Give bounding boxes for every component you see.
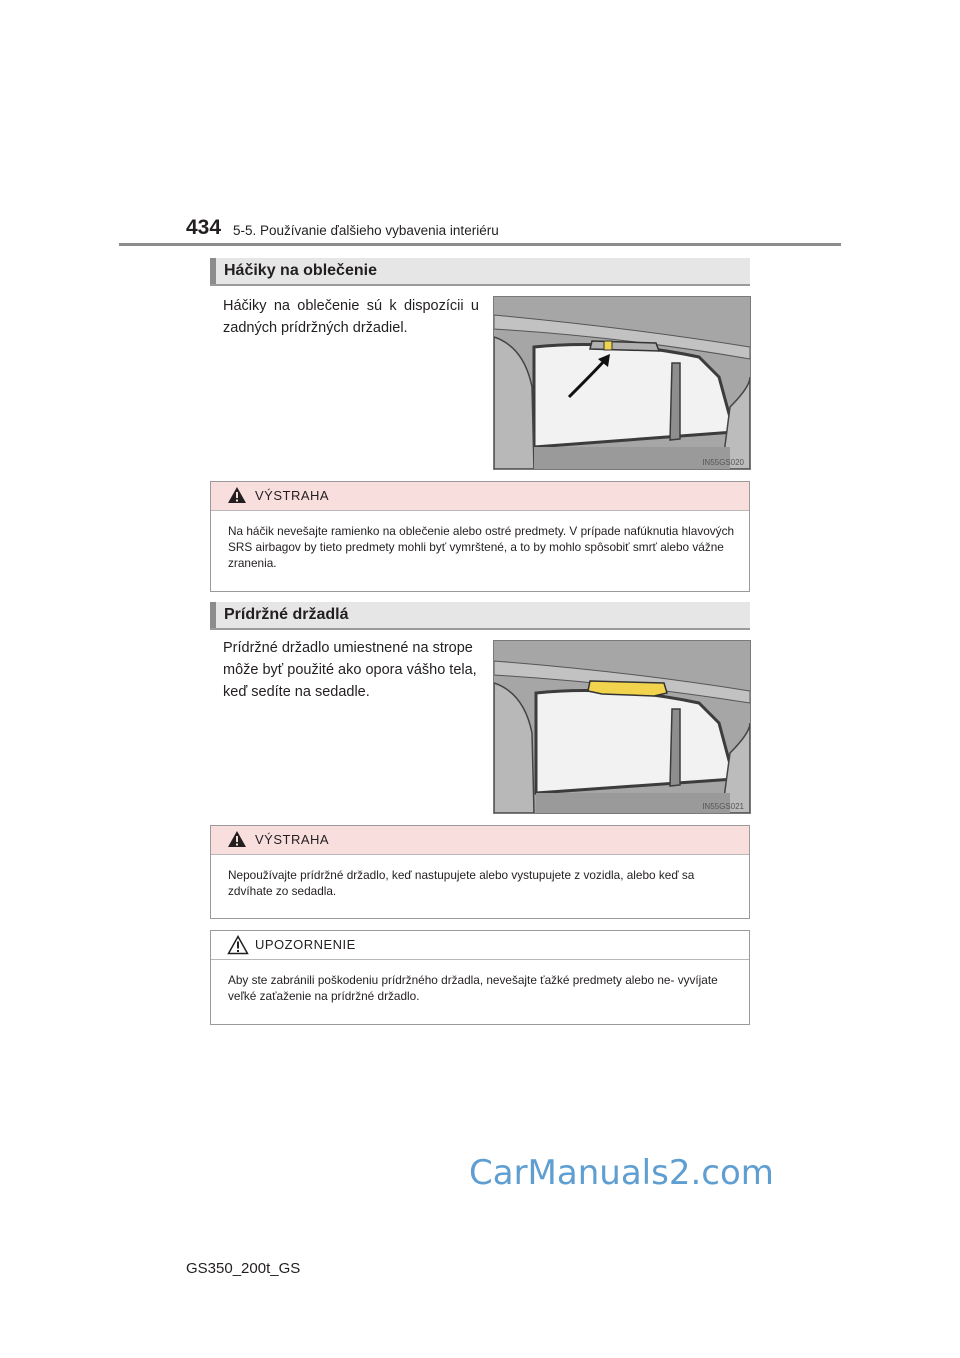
warning-header [211, 482, 749, 511]
warning-text: Na háčik nevešajte ramienko na oblečenie alebo ostré predmety. V prípade nafúknutia hlavových SRS airbagov by tieto predmety mohli byť vymrštené, a to by mohlo spôsobiť smrť alebo vážne zranenia. [228, 524, 735, 570]
warning-header [211, 826, 749, 855]
caution-title: UPOZORNENIE [255, 937, 356, 952]
warning-notice-hooks [210, 481, 750, 592]
warning-notice-grips [210, 825, 750, 919]
assist-grip-illustration [493, 640, 751, 814]
caution-triangle-icon [227, 935, 249, 955]
warning-text: Nepoužívajte prídržné držadlo, keď nastupujete alebo vystupujete z vozidla, alebo keď sa zdvíhate zo sedadla. [228, 868, 695, 898]
caution-header [211, 931, 749, 960]
section-heading-clothing-hooks [210, 258, 750, 286]
watermark-logo: CarManuals2.com [469, 1153, 774, 1193]
section-heading-bar [210, 258, 216, 284]
caution-notice-grips [210, 930, 750, 1025]
warning-triangle-icon [227, 486, 247, 504]
clothing-hook-illustration [493, 296, 751, 470]
section-heading-assist-grips [210, 602, 750, 630]
section-heading-text: Háčiky na oblečenie [224, 262, 377, 279]
warning-title: VÝSTRAHA [255, 832, 330, 847]
figure-code: IN55GS020 [702, 458, 744, 467]
chapter-title: 5-5. Používanie ďalšieho vybavenia interiéru [233, 223, 499, 238]
section-heading-bar [210, 602, 216, 628]
caution-text: Aby ste zabránili poškodeniu prídržného držadla, nevešajte ťažké predmety alebo ne- vyvíjate veľké zaťaženie na prídržné držadlo. [228, 973, 718, 1003]
assist-grips-description: Prídržné držadlo umiestnené na strope môže byť použité ako opora vášho tela, keď sedíte na sedadle. [223, 640, 477, 700]
page-number: 434 [186, 216, 222, 239]
warning-title: VÝSTRAHA [255, 488, 330, 503]
header-rule [119, 243, 841, 246]
warning-triangle-icon [227, 830, 247, 848]
clothing-hooks-description: Háčiky na oblečenie sú k dispozícii u zadných prídržných držadiel. [223, 298, 479, 336]
footer-model-code: GS350_200t_GS [186, 1260, 301, 1277]
section-heading-text: Prídržné držadlá [224, 606, 349, 623]
figure-code: IN55GS021 [702, 802, 744, 811]
